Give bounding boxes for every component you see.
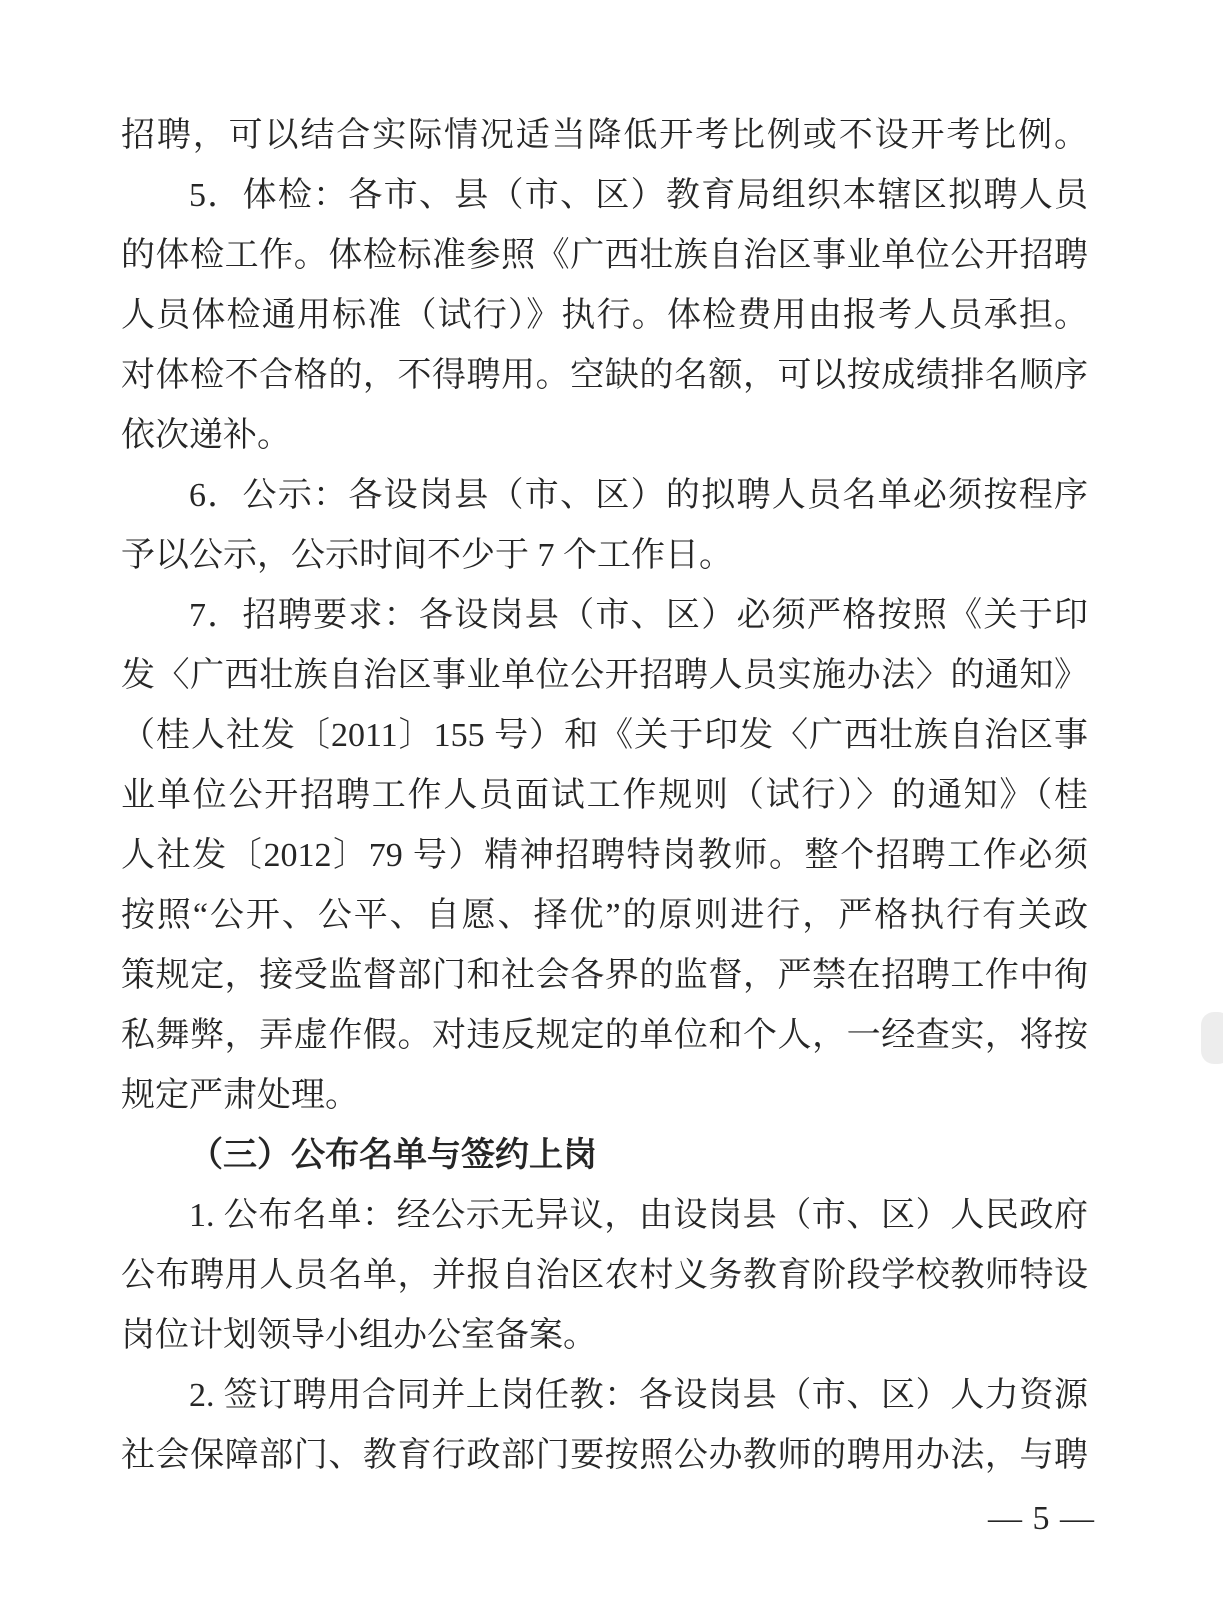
text-line-22: 2. 签订聘用合同并上岗任教：各设岗县（市、区）人力资源 [189, 1377, 1088, 1414]
text-line-21: 岗位计划领导小组办公室备案。 [121, 1317, 597, 1354]
text-line-10: 发〈广西壮族自治区事业单位公开招聘人员实施办法〉的通知》 [121, 657, 1088, 694]
text-line-15: 策规定，接受监督部门和社会各界的监督，严禁在招聘工作中徇 [121, 957, 1088, 994]
text-line-4: 人员体检通用标准（试行）》执行。体检费用由报考人员承担。 [121, 297, 1088, 334]
text-line-3: 的体检工作。体检标准参照《广西壮族自治区事业单位公开招聘 [121, 237, 1088, 274]
text-line-18: （三）公布名单与签约上岗 [189, 1137, 597, 1174]
text-line-5: 对体检不合格的，不得聘用。空缺的名额，可以按成绩排名顺序 [121, 357, 1088, 394]
document-body [121, 106, 1088, 1486]
text-line-13: 人社发〔2012〕79 号）精神招聘特岗教师。整个招聘工作必须 [121, 837, 1088, 874]
page-number: — 5 — [988, 1500, 1095, 1537]
text-line-7: 6．公示：各设岗县（市、区）的拟聘人员名单必须按程序 [189, 477, 1088, 514]
text-line-12: 业单位公开招聘工作人员面试工作规则（试行）〉的通知》（桂 [121, 777, 1088, 814]
text-line-2: 5．体检：各市、县（市、区）教育局组织本辖区拟聘人员 [189, 177, 1088, 214]
text-line-20: 公布聘用人员名单，并报自治区农村义务教育阶段学校教师特设 [121, 1257, 1088, 1294]
text-line-8: 予以公示，公示时间不少于 7 个工作日。 [121, 537, 733, 574]
text-line-17: 规定严肃处理。 [121, 1077, 359, 1114]
text-line-16: 私舞弊，弄虚作假。对违反规定的单位和个人，一经查实，将按 [121, 1017, 1088, 1054]
text-line-6: 依次递补。 [121, 417, 291, 454]
scrollbar-thumb[interactable] [1201, 1012, 1223, 1064]
text-line-14: 按照“公开、公平、自愿、择优”的原则进行，严格执行有关政 [121, 897, 1088, 934]
text-line-19: 1. 公布名单：经公示无异议，由设岗县（市、区）人民政府 [189, 1197, 1088, 1234]
text-line-11: （桂人社发〔2011〕155 号）和《关于印发〈广西壮族自治区事 [121, 717, 1088, 754]
text-line-23: 社会保障部门、教育行政部门要按照公办教师的聘用办法，与聘 [121, 1437, 1088, 1474]
text-line-9: 7．招聘要求：各设岗县（市、区）必须严格按照《关于印 [189, 597, 1088, 634]
text-line-1: 招聘，可以结合实际情况适当降低开考比例或不设开考比例。 [121, 117, 1088, 154]
